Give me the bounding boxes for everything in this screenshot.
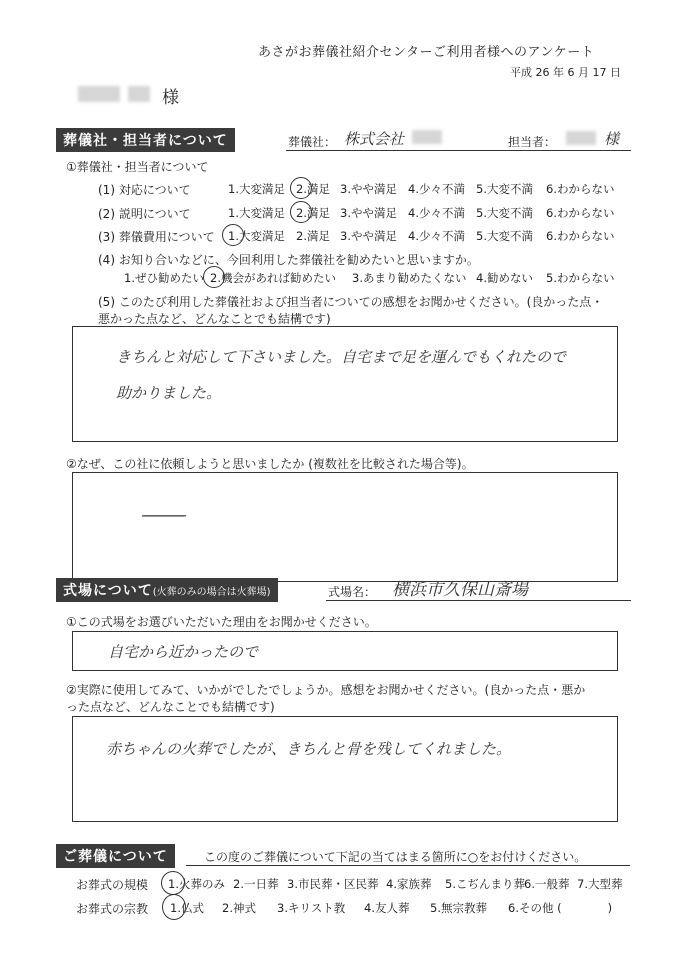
venue-heading-text: 式場について xyxy=(63,583,153,599)
redacted-recipient-name xyxy=(78,86,120,102)
option: 6.わからない xyxy=(546,206,615,220)
option: 1.ぜひ勧めたい xyxy=(124,271,204,285)
option: 3.やや満足 xyxy=(340,229,397,243)
section-underline xyxy=(286,150,631,151)
religion-label: お葬式の宗教 xyxy=(76,902,149,916)
survey-date: 平成 26 年 6 月 17 日 xyxy=(510,66,621,79)
venue-q1-text: ①この式場をお選びいただいた理由をお聞かせください。 xyxy=(66,615,377,629)
selection-circle xyxy=(203,266,225,288)
venue-label: 式場名： xyxy=(328,585,377,599)
venue-q1-answer: 自宅から近かったので xyxy=(108,643,259,661)
option-selected: 2.満足 xyxy=(296,206,330,220)
q5-answer-line2: 助かりました。 xyxy=(116,384,222,402)
company-value: 株式会社 xyxy=(344,130,405,148)
option: 6.その他 ( ) xyxy=(508,901,613,915)
option: 3.あまり勧めたくない xyxy=(352,271,467,285)
venue-q2-line2: った点など、どんなことでも結構です) xyxy=(66,700,275,714)
option: 6.わからない xyxy=(546,182,615,196)
selection-circle xyxy=(222,224,244,246)
option: 6.わからない xyxy=(546,229,615,243)
venue-q2-line1: ②実際に使用してみて、いかがでしたでしょうか。感想をお聞かせください。(良かった点・悪か xyxy=(66,683,586,697)
q1-title: ①葬儀社・担当者について xyxy=(66,160,209,174)
option: 7.大型葬 xyxy=(577,877,623,891)
option: 4.少々不満 xyxy=(408,206,465,220)
redacted-company-name xyxy=(412,130,442,144)
option: 1.大変満足 xyxy=(228,206,285,220)
q5-answer-line1: きちんと対応して下さいました。自宅まで足を運んでもくれたので xyxy=(116,348,567,366)
q2-answer: — xyxy=(140,502,188,526)
row-label: (1) 対応について xyxy=(98,183,191,197)
option-selected: 1.大変満足 xyxy=(228,229,285,243)
venue-q2-answer: 赤ちゃんの火葬でしたが、きちんと骨を残してくれました。 xyxy=(106,740,512,758)
funeral-instruction: この度のご葬儀について下記の当てはまる箇所に○をお付けください。 xyxy=(204,850,587,864)
q4-text: (4) お知り合いなどに、今回利用した葬儀社を勧めたいと思いますか。 xyxy=(98,253,479,267)
redacted-recipient-name-2 xyxy=(128,86,150,102)
recipient-suffix: 様 xyxy=(162,88,179,108)
q5-line1: (5) このたび利用した葬儀社および担当者についての感想をお聞かせください。(良かった点・ xyxy=(98,295,604,309)
option-selected: 1.仏式 xyxy=(170,901,204,915)
company-label: 葬儀社： xyxy=(288,135,337,149)
option: 2.満足 xyxy=(296,229,330,243)
selection-circle xyxy=(162,894,186,920)
section-underline xyxy=(326,600,631,601)
option: 4.少々不満 xyxy=(408,182,465,196)
option: 3.やや満足 xyxy=(340,206,397,220)
option: 4.家族葬 xyxy=(386,877,432,891)
option: 5.大変不満 xyxy=(476,206,533,220)
row-label: (2) 説明について xyxy=(98,207,191,221)
venue-q2-answer-box xyxy=(72,716,618,822)
section-heading-venue xyxy=(56,578,278,602)
q5-line2: 悪かった点など、どんなことでも結構です) xyxy=(98,312,331,326)
option: 2.一日葬 xyxy=(233,877,279,891)
q2-answer-box xyxy=(72,472,618,582)
staff-suffix: 様 xyxy=(604,130,620,148)
option-selected: 2.機会があれば勧めたい xyxy=(210,271,336,285)
option-selected: 2.満足 xyxy=(296,182,330,196)
option: 3.市民葬・区民葬 xyxy=(287,877,379,891)
venue-value: 横浜市久保山斎場 xyxy=(392,580,528,600)
option: 6.一般葬 xyxy=(524,877,570,891)
redacted-staff-name xyxy=(566,131,596,145)
staff-label: 担当者： xyxy=(508,135,557,149)
option-selected: 1.火葬のみ xyxy=(168,877,225,891)
section-heading-funeral: ご葬儀について xyxy=(56,844,175,868)
q2-text: ②なぜ、この社に依頼しようと思いましたか (複数社を比較された場合等)。 xyxy=(66,457,474,471)
selection-circle xyxy=(290,201,312,223)
row-label: (3) 葬儀費用について xyxy=(98,230,215,244)
selection-circle xyxy=(290,177,312,199)
option: 3.キリスト教 xyxy=(277,901,346,915)
option: 5.わからない xyxy=(546,271,615,285)
option: 1.大変満足 xyxy=(228,182,285,196)
selection-circle xyxy=(161,871,185,895)
section-heading-funeral-company: 葬儀社・担当者について xyxy=(56,128,235,152)
option: 2.神式 xyxy=(222,901,256,915)
option: 4.少々不満 xyxy=(408,229,465,243)
option: 5.大変不満 xyxy=(476,182,533,196)
option: 4.勧めない xyxy=(476,271,533,285)
option: 5.大変不満 xyxy=(476,229,533,243)
option: 3.やや満足 xyxy=(340,182,397,196)
option: 5.こぢんまり葬 xyxy=(445,877,525,891)
survey-title: あさがお葬儀社紹介センターご利用者様へのアンケート xyxy=(258,45,595,60)
option: 4.友人葬 xyxy=(364,901,410,915)
section-underline xyxy=(186,865,630,866)
scale-label: お葬式の規模 xyxy=(76,878,149,892)
option: 5.無宗教葬 xyxy=(430,901,487,915)
venue-heading-note: (火葬のみの場合は火葬場) xyxy=(152,587,271,598)
